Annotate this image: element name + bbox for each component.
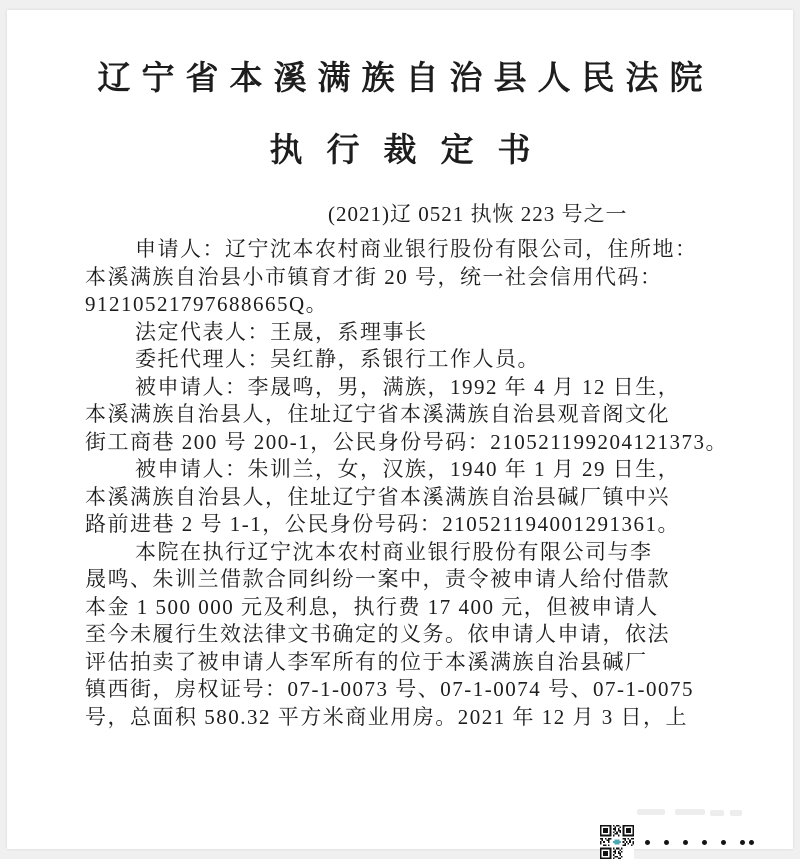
body-line: 镇西街，房权证号：07-1-0073 号、07-1-0074 号、07-1-0075 [85, 677, 694, 701]
page-footer [600, 825, 754, 859]
body-line: 被申请人：李晟鸣，男，满族，1992 年 4 月 12 日生， [135, 374, 681, 399]
body-line: 委托代理人：吴红静，系银行工作人员。 [135, 347, 540, 371]
dot [749, 840, 754, 845]
body-line: 号，总面积 580.32 平方米商业用房。2021 年 12 月 3 日，上 [85, 704, 688, 729]
court-name: 辽宁省本溪满族自治县人民法院 [97, 61, 714, 97]
document-body [7, 236, 793, 731]
body-line: 被申请人：朱训兰，女，汉族，1940 年 1 月 29 日生， [135, 457, 681, 481]
body-line: 街工商巷 200 号 200-1，公民身份号码：210521199204121373。 [85, 429, 728, 454]
body-line: 本溪满族自治县人，住址辽宁省本溪满族自治县观音阁文化 [85, 402, 670, 426]
scan-smudge [675, 809, 705, 815]
document-title: 执行裁定书 [269, 133, 555, 169]
body-line: 本金 1 500 000 元及利息，执行费 17 400 元，但被申请人 [85, 594, 659, 619]
dots-row [634, 840, 754, 845]
body-line: 法定代表人：王晟，系理事长 [135, 319, 428, 344]
body-line: 本溪满族自治县小市镇育才街 20 号，统一社会信用代码： [85, 264, 663, 289]
dot [645, 840, 650, 845]
dot [664, 840, 669, 845]
qr-code-icon [600, 825, 634, 859]
scan-smudge [637, 809, 665, 815]
body-line: 91210521797688665Q。 [85, 292, 329, 316]
dot [740, 840, 745, 845]
document-page [7, 10, 793, 849]
body-line: 评估拍卖了被申请人李军所有的位于本溪满族自治县碱厂 [85, 649, 648, 674]
scan-smudge [730, 810, 742, 816]
scan-smudge [710, 810, 724, 816]
body-line: 晟鸣、朱训兰借款合同纠纷一案中，责令被申请人给付借款 [85, 567, 670, 591]
body-line: 申请人：辽宁沈本农村商业银行股份有限公司，住所地： [135, 237, 698, 261]
body-line: 路前进巷 2 号 1-1，公民身份号码：210521194001291361。 [85, 512, 680, 536]
body-line: 至今未履行生效法律文书确定的义务。依申请人申请，依法 [85, 622, 670, 646]
dot [721, 840, 726, 845]
case-number: (2021)辽 0521 执恢 223 号之一 [328, 202, 628, 226]
dot [702, 840, 707, 845]
body-line: 本院在执行辽宁沈本农村商业银行股份有限公司与李 [135, 539, 653, 564]
body-line: 本溪满族自治县人，住址辽宁省本溪满族自治县碱厂镇中兴 [85, 484, 670, 509]
dot [683, 840, 688, 845]
